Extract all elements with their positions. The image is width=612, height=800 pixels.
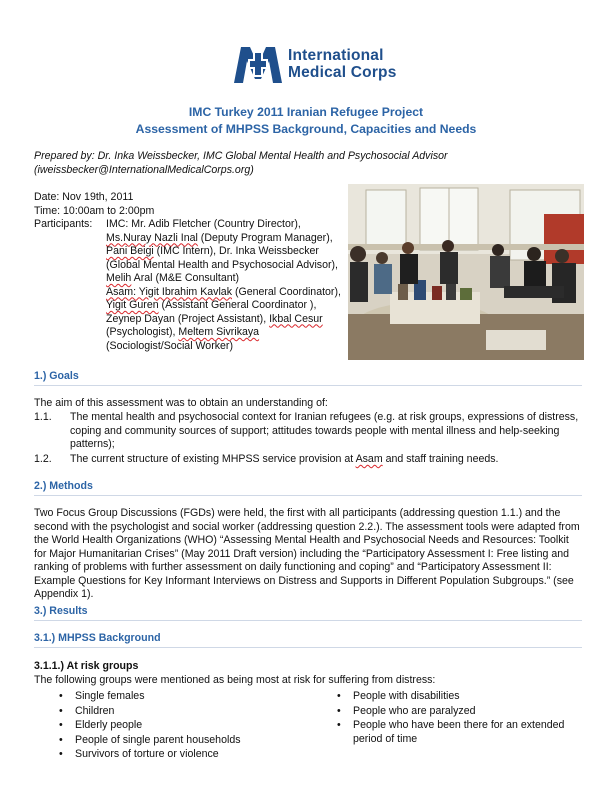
meeting-meta (34, 191, 154, 218)
list-item: • Children (55, 705, 315, 719)
risk-intro: The following groups were mentioned as being most at risk for suffering from distress: (34, 674, 436, 686)
section-goals-heading: 1.) Goals (34, 370, 79, 382)
list-item: • People of single parent households (55, 734, 315, 748)
participant-line: Pani Beigi (IMC Intern), Dr. Inka Weissbecker (106, 245, 319, 257)
meeting-time: Time: 10:00am to 2:00pm (34, 204, 155, 217)
participant-line: (Global Mental Health and Psychosocial Advisor), (106, 258, 338, 271)
list-item: • People with disabilities (333, 690, 593, 704)
goal-item-text: The current structure of existing MHPSS service provision at Asam and staff training needs. (70, 453, 499, 465)
section-divider (34, 385, 582, 386)
section-methods-heading: 2.) Methods (34, 480, 93, 492)
participant-line: IMC: Mr. Adib Fletcher (Country Director), (106, 218, 301, 230)
participants-list (106, 218, 346, 353)
list-item: • Single females (55, 690, 315, 704)
list-item: • People who are paralyzed (333, 705, 593, 719)
section-results-heading: 3.) Results (34, 605, 88, 617)
participant-line: Ms.Nuray Nazli Inal (Deputy Program Manager), (106, 231, 333, 244)
logo-line-1: International (288, 47, 384, 64)
goal-item-number: 1.1. (34, 411, 52, 423)
prepared-by-line: Prepared by: Dr. Inka Weissbecker, IMC Global Mental Health and Psychosocial Advisor (34, 150, 448, 162)
section-divider (34, 620, 582, 621)
goals-intro: The aim of this assessment was to obtain an understanding of: (34, 397, 328, 409)
goal-item-text: The mental health and psychosocial context for Iranian refugees (e.g. at risk groups, expressions of distress, coping and community sources of support; attitudes towards people with mental illness and help-seeking patterns); (70, 411, 579, 450)
methods-text: Two Focus Group Discussions (FGDs) were held, the first with all participants (addressing question 1.1.) and the second with the psychologist and social worker (addressing question 2.2.). The assessment tools were adapted from the World Health Organizations (WHO) “Assessing Mental Health and Psychosocial Needs and Resources: Toolkit for Major Humanitarian Crises” (May 2011 Draft version) including the “Participatory Assessment I: Free listing and ranking of problems with further assessment on daily functioning and coping” and “Participatory Assessment II: Example Questions for Key Informant Interviews on Distress and Supports in Different Population Subgroups.” (see Appendix 1). (34, 507, 580, 600)
section-divider (34, 495, 582, 496)
section-risk-heading: 3.1.1.) At risk groups (34, 660, 139, 672)
imc-logo (232, 45, 402, 87)
meeting-date: Date: Nov 19th, 2011 (34, 191, 134, 203)
document-title: IMC Turkey 2011 Iranian Refugee Project (188, 105, 424, 119)
document-subtitle: Assessment of MHPSS Background, Capacities and Needs (135, 122, 477, 136)
list-item: • Survivors of torture or violence (55, 748, 315, 762)
logo-line-2: Medical Corps (288, 64, 397, 81)
risk-groups-list-right (333, 690, 593, 747)
participant-line: (Psychologist), Meltem Sivrikaya (106, 326, 260, 338)
participants-label: Participants: (34, 218, 93, 230)
participant-line: Yigit Guren (Assistant General Coordinator ), (106, 299, 317, 311)
section-background-heading: 3.1.) MHPSS Background (34, 632, 161, 644)
list-item: • Elderly people (55, 719, 315, 733)
goal-item-number: 1.2. (34, 453, 52, 465)
participant-line: Melih Aral (M&E Consultant) (106, 272, 240, 284)
participant-line: Zeynep Dayan (Project Assistant), Ikbal Cesur (106, 312, 323, 325)
participant-line: (Sociologist/Social Worker) (106, 339, 233, 352)
logo-wordmark (288, 47, 397, 81)
imc-logo-icon (232, 45, 284, 85)
section-divider (34, 647, 582, 648)
meeting-photo (348, 184, 584, 360)
prepared-by (34, 150, 454, 177)
author-email: (iweissbecker@InternationalMedicalCorps.org) (34, 163, 254, 176)
list-item: • People who have been there for an extended period of time (333, 719, 593, 746)
risk-groups-list-left (55, 690, 315, 763)
participant-line: Asam: Yigit Ibrahim Kavlak (General Coordinator), (106, 285, 341, 298)
